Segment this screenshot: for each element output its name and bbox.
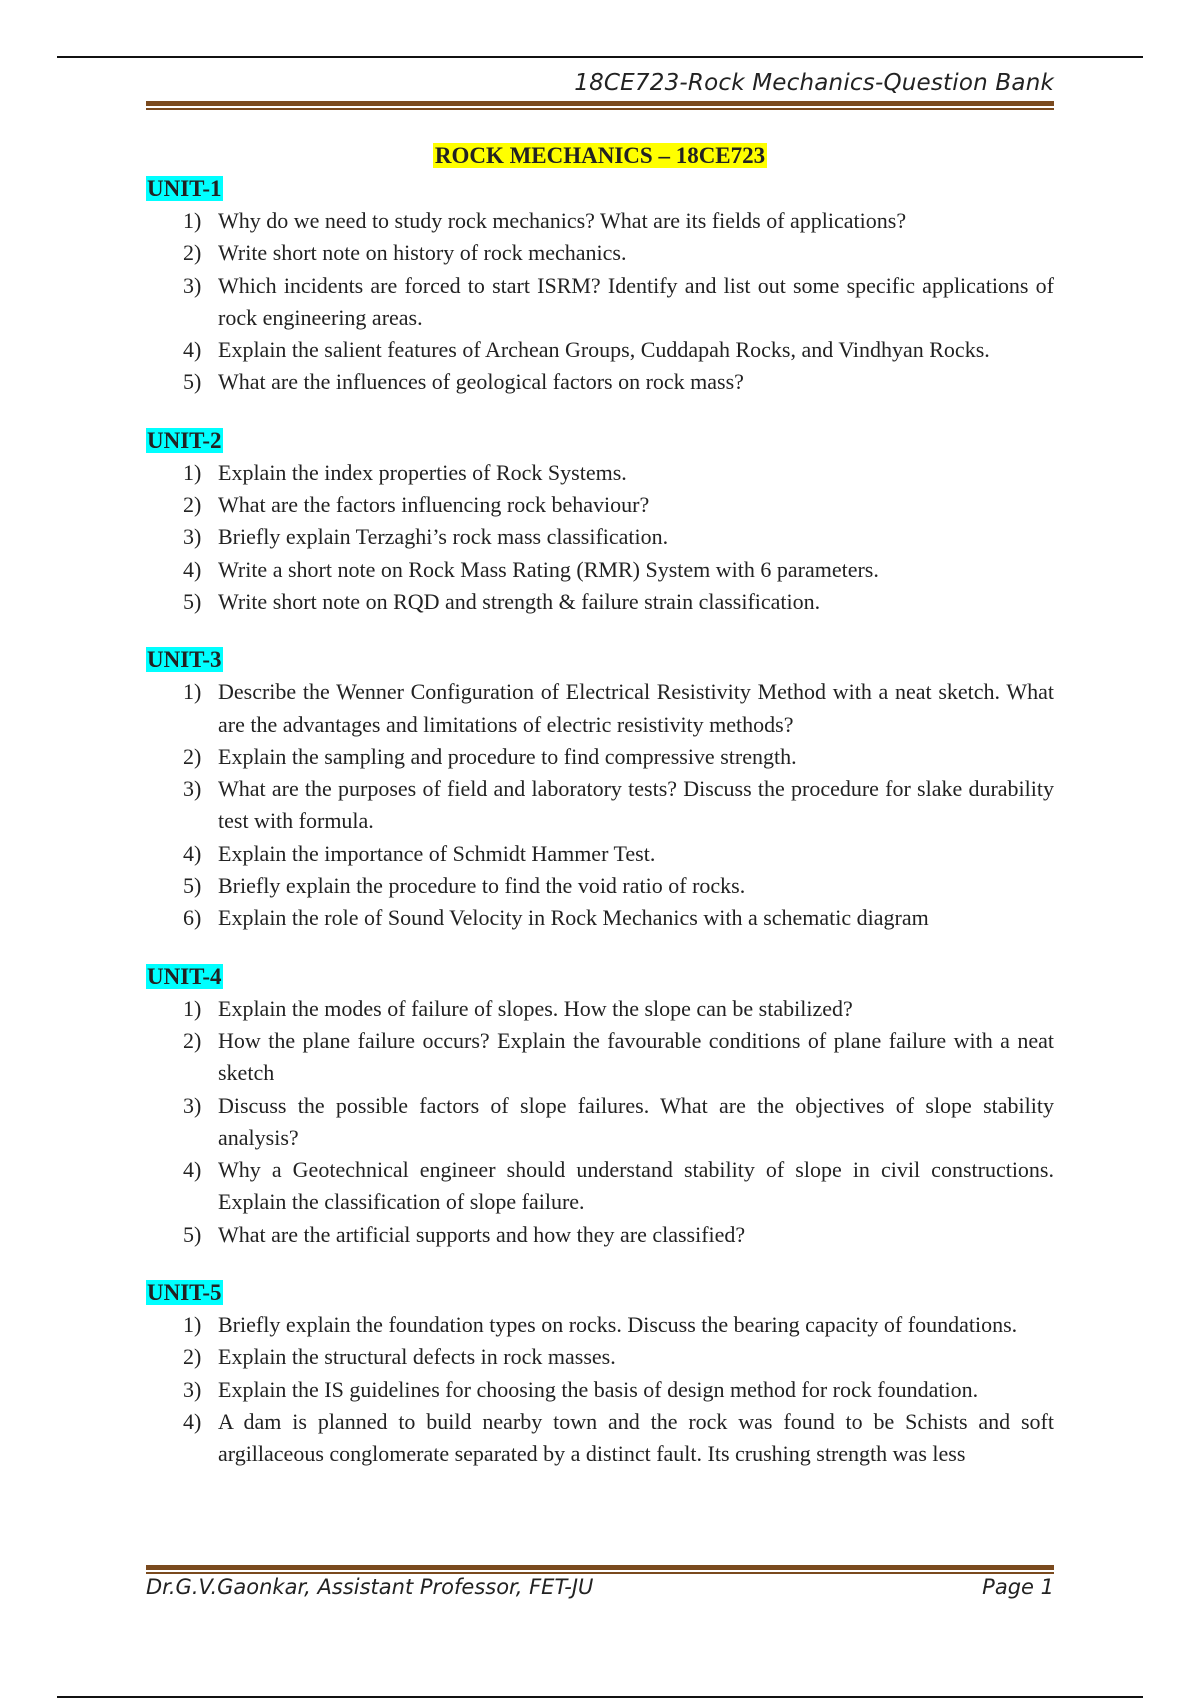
question-text: Explain the index properties of Rock Systems. (218, 459, 627, 485)
question-number: 2) (183, 240, 202, 266)
question-item (146, 1309, 1054, 1341)
question-number: 4) (183, 1408, 202, 1434)
footer-rule (146, 1565, 1054, 1574)
question-item (146, 1219, 1054, 1251)
unit-heading (146, 173, 1054, 205)
header-rule (146, 101, 1054, 110)
question-number: 4) (183, 840, 202, 866)
question-number: 3) (183, 776, 202, 802)
question-item (146, 521, 1054, 553)
question-item (146, 270, 1054, 335)
question-text: Which incidents are forced to start ISRM? Identify and list out some specific applications of rock engineering areas. (218, 272, 1054, 330)
question-text: Briefly explain the procedure to find the void ratio of rocks. (218, 873, 746, 899)
unit-heading-text: UNIT-2 (147, 427, 222, 453)
question-number: 3) (183, 1092, 202, 1118)
question-text: Briefly explain the foundation types on rocks. Discuss the bearing capacity of foundations. (218, 1312, 1018, 1338)
question-text: A dam is planned to build nearby town and the rock was found to be Schists and soft argillaceous conglomerate separated by a distinct fault. Its crushing strength was less (218, 1408, 1054, 1467)
question-item (146, 205, 1054, 237)
question-text: Explain the structural defects in rock masses. (218, 1344, 616, 1370)
unit-section (146, 961, 1054, 1251)
question-text: Discuss the possible factors of slope failures. What are the objectives of slope stability analysis? (218, 1092, 1054, 1150)
question-number: 1) (183, 1312, 202, 1338)
question-number: 4) (183, 1157, 202, 1183)
question-item (146, 1154, 1054, 1219)
question-text: Explain the salient features of Archean Groups, Cuddapah Rocks, and Vindhyan Rocks. (218, 337, 990, 363)
page-bottom-rule (57, 1696, 1143, 1698)
question-text: How the plane failure occurs? Explain the favourable conditions of plane failure with a neat sketch (218, 1027, 1054, 1086)
question-text: What are the influences of geological factors on rock mass? (218, 369, 744, 395)
question-text: What are the purposes of field and laboratory tests? Discuss the procedure for slake durability test with formula. (218, 776, 1054, 834)
document-title-text: ROCK MECHANICS – 18CE723 (434, 143, 766, 168)
unit-heading-text: UNIT-3 (147, 647, 222, 673)
question-text: Explain the sampling and procedure to find compressive strength. (218, 743, 797, 769)
question-number: 1) (183, 995, 202, 1021)
question-text: Write short note on history of rock mechanics. (218, 240, 627, 266)
unit-section (146, 1277, 1054, 1470)
question-item (146, 237, 1054, 269)
question-item (146, 773, 1054, 838)
header-title: 18CE723-Rock Mechanics-Question Bank (574, 70, 1054, 96)
question-item (146, 676, 1054, 741)
unit-heading (146, 961, 1054, 993)
question-text: Explain the IS guidelines for choosing the basis of design method for rock foundation. (218, 1376, 979, 1402)
unit-heading (146, 644, 1054, 676)
unit-section (146, 173, 1054, 399)
units-container (146, 173, 1054, 1471)
question-item (146, 366, 1054, 398)
question-list (146, 205, 1054, 399)
footer-author: Dr.G.V.Gaonkar, Assistant Professor, FET-JU (146, 1575, 594, 1599)
question-item (146, 1341, 1054, 1373)
unit-heading-text: UNIT-1 (147, 176, 222, 201)
question-item (146, 870, 1054, 902)
question-item (146, 902, 1054, 934)
document-title (146, 143, 1054, 177)
question-text: Briefly explain Terzaghi’s rock mass classification. (218, 524, 669, 550)
question-text: Why a Geotechnical engineer should understand stability of slope in civil constructions. Explain the classification of slope failure. (218, 1157, 1054, 1215)
question-number: 2) (183, 1027, 202, 1053)
footer-page-number: Page 1 (982, 1575, 1054, 1599)
question-item (146, 1090, 1054, 1155)
question-number: 2) (183, 492, 202, 518)
question-bank-content (146, 143, 1054, 1497)
question-item (146, 489, 1054, 521)
question-number: 4) (183, 556, 202, 582)
page-top-rule (57, 56, 1143, 58)
question-item (146, 1025, 1054, 1090)
question-number: 3) (183, 1376, 202, 1402)
unit-heading-text: UNIT-5 (147, 1280, 222, 1306)
question-number: 2) (183, 1344, 202, 1370)
question-number: 3) (183, 524, 202, 550)
unit-heading-text: UNIT-4 (147, 963, 222, 989)
question-number: 1) (183, 208, 202, 233)
question-text: Describe the Wenner Configuration of Electrical Resistivity Method with a neat sketch. What are the advantages and limitations of electric resistivity methods? (218, 679, 1054, 737)
question-number: 6) (183, 905, 202, 931)
question-text: Explain the role of Sound Velocity in Rock Mechanics with a schematic diagram (218, 905, 929, 931)
question-text: Write a short note on Rock Mass Rating (RMR) System with 6 parameters. (218, 556, 879, 582)
question-item (146, 993, 1054, 1025)
question-text: Write short note on RQD and strength & failure strain classification. (218, 588, 821, 614)
unit-heading (146, 425, 1054, 457)
question-item (146, 741, 1054, 773)
question-item (146, 334, 1054, 366)
question-number: 5) (183, 873, 202, 899)
question-number: 5) (183, 588, 202, 614)
question-text: What are the factors influencing rock behaviour? (218, 492, 650, 518)
question-item (146, 1374, 1054, 1406)
question-text: Explain the modes of failure of slopes. How the slope can be stabilized? (218, 995, 853, 1021)
question-text: What are the artificial supports and how they are classified? (218, 1221, 746, 1247)
question-number: 5) (183, 1221, 202, 1247)
question-text: Explain the importance of Schmidt Hammer Test. (218, 840, 656, 866)
question-item (146, 586, 1054, 618)
question-number: 1) (183, 679, 202, 705)
question-text: Why do we need to study rock mechanics? What are its fields of applications? (218, 208, 907, 233)
question-item (146, 554, 1054, 586)
question-item (146, 457, 1054, 489)
unit-section (146, 644, 1054, 934)
question-number: 5) (183, 369, 202, 395)
question-item (146, 838, 1054, 870)
question-number: 3) (183, 272, 202, 298)
unit-heading (146, 1277, 1054, 1309)
question-list (146, 457, 1054, 618)
unit-section (146, 425, 1054, 618)
question-number: 4) (183, 337, 202, 363)
question-list (146, 676, 1054, 934)
question-number: 1) (183, 459, 202, 485)
question-list (146, 1309, 1054, 1470)
question-number: 2) (183, 743, 202, 769)
question-list (146, 993, 1054, 1251)
question-item (146, 1406, 1054, 1471)
